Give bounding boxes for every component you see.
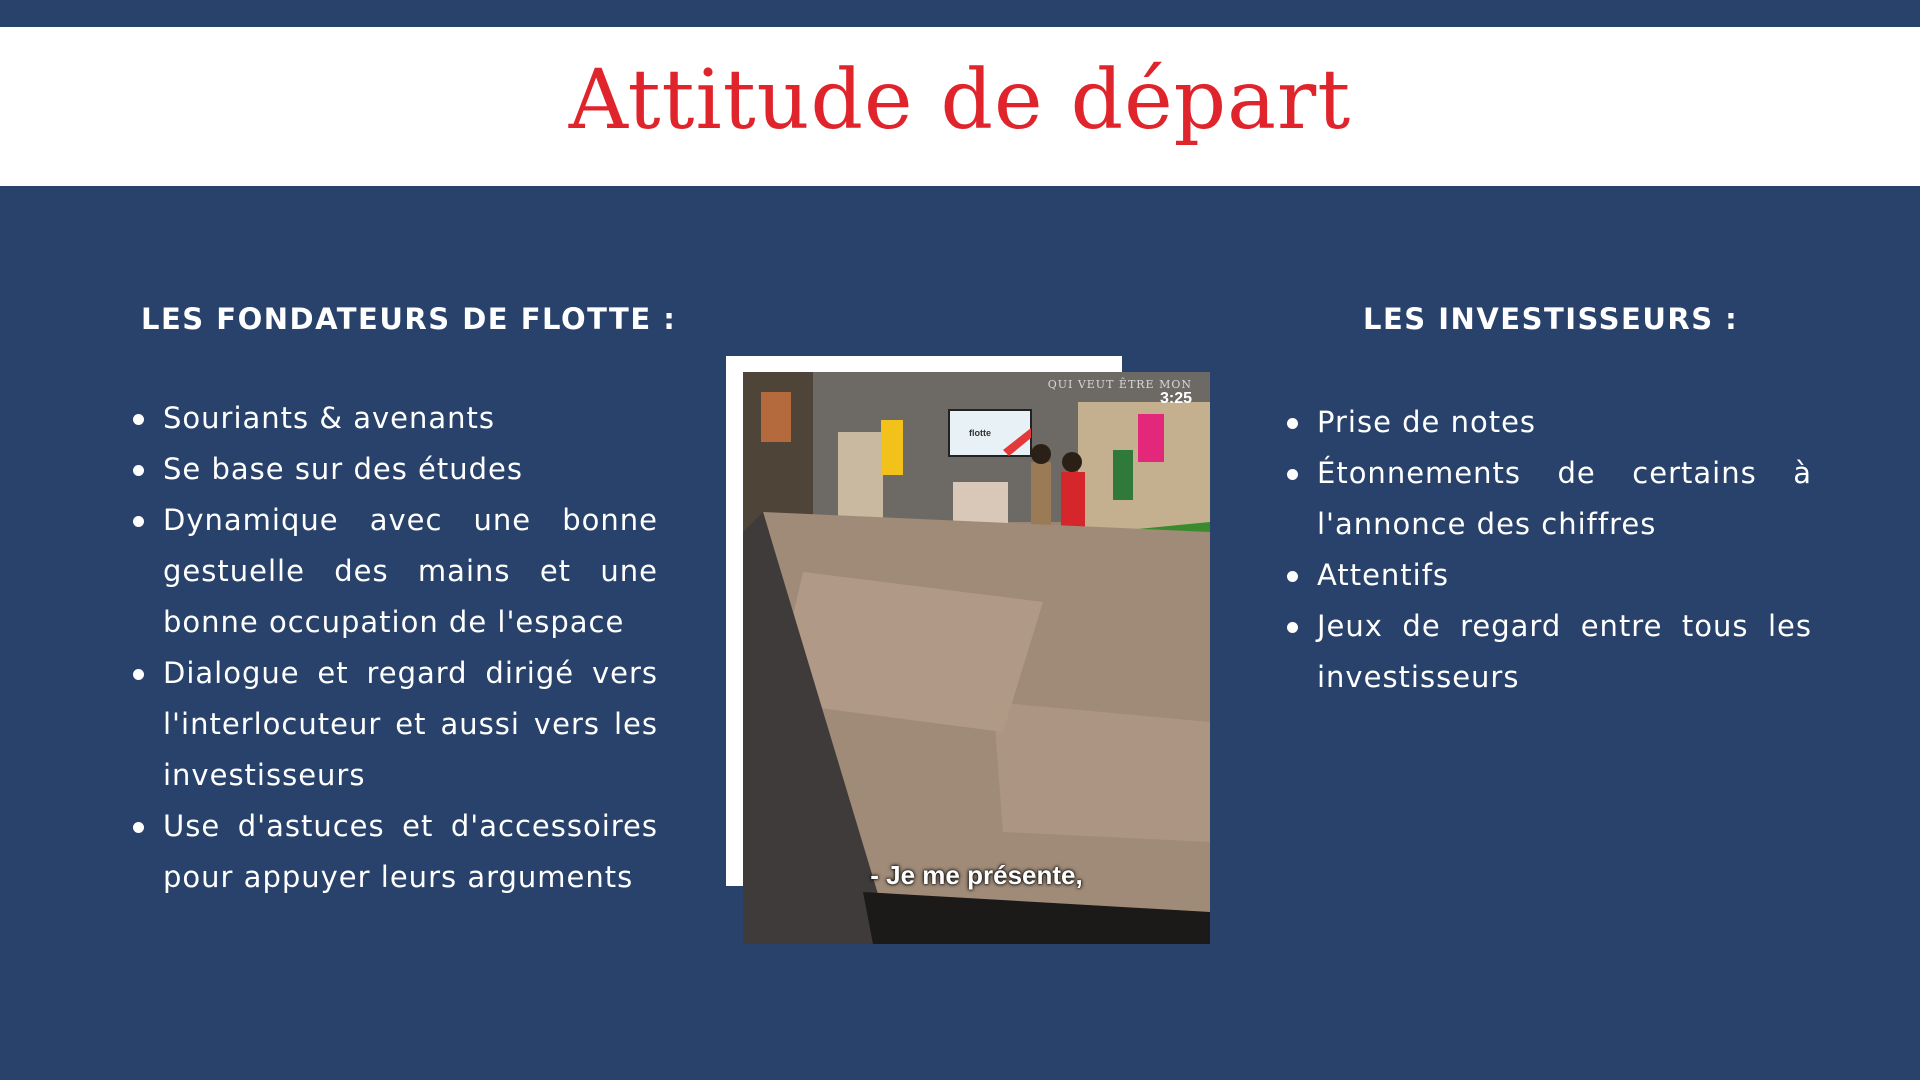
list-item: Use d'astuces et d'accessoires pour appuyer leurs arguments bbox=[133, 801, 658, 903]
founders-list bbox=[133, 393, 658, 903]
video-subtitle: - Je me présente, bbox=[870, 860, 1083, 890]
title-band bbox=[0, 27, 1920, 186]
list-item: Étonnements de certains à l'annonce des chiffres bbox=[1287, 448, 1812, 550]
list-item: Attentifs bbox=[1287, 550, 1812, 601]
video-timer: 3:25 bbox=[1159, 390, 1192, 407]
list-item: Dynamique avec une bonne gestuelle des mains et une bonne occupation de l'espace bbox=[133, 495, 658, 648]
slide-title: Attitude de départ bbox=[568, 53, 1352, 148]
video-thumbnail[interactable] bbox=[743, 372, 1210, 944]
list-item: Prise de notes bbox=[1287, 397, 1812, 448]
investors-list bbox=[1287, 397, 1812, 703]
list-item: Jeux de regard entre tous les investisseurs bbox=[1287, 601, 1812, 703]
list-item: Se base sur des études bbox=[133, 444, 658, 495]
list-item: Souriants & avenants bbox=[133, 393, 658, 444]
founders-heading: LES FONDATEURS DE FLOTTE : bbox=[141, 302, 677, 336]
investors-heading: LES INVESTISSEURS : bbox=[1363, 302, 1739, 336]
screen-label: flotte bbox=[969, 428, 991, 438]
list-item: Dialogue et regard dirigé vers l'interlocuteur et aussi vers les investisseurs bbox=[133, 648, 658, 801]
video-scene bbox=[743, 372, 1210, 944]
show-watermark: QUI VEUT ÊTRE MON bbox=[1047, 378, 1192, 391]
